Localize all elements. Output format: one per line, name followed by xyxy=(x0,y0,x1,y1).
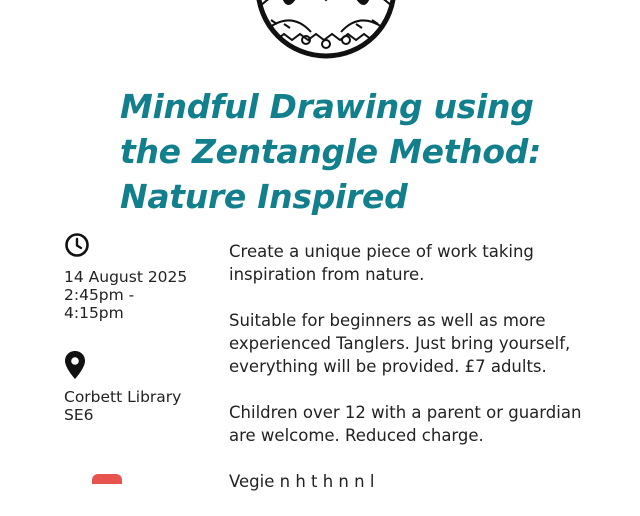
map-pin-icon xyxy=(64,350,86,380)
decorative-mark xyxy=(92,474,122,484)
description-paragraph: Children over 12 with a parent or guardian are welcome. Reduced charge. xyxy=(229,403,582,445)
event-location: Corbett Library SE6 xyxy=(64,388,182,424)
event-date: 14 August 2025 xyxy=(64,268,188,286)
zentangle-logo xyxy=(236,0,416,60)
description-paragraph: Vegie n h t h n n l xyxy=(229,472,375,491)
clock-icon xyxy=(64,232,90,258)
event-time: 2:45pm - 4:15pm xyxy=(64,286,135,322)
title-line-2: the Zentangle Method: xyxy=(120,132,541,171)
event-title xyxy=(120,84,590,219)
event-description xyxy=(229,240,609,516)
description-paragraph: Suitable for beginners as well as more experienced Tanglers. Just bring yourself, everything will be provided. £7 adults. xyxy=(229,311,571,376)
description-paragraph: Create a unique piece of work taking inspiration from nature. xyxy=(229,242,534,284)
date-time xyxy=(64,268,214,322)
title-line-3: Nature Inspired xyxy=(120,177,408,216)
title-line-1: Mindful Drawing using xyxy=(120,87,534,126)
